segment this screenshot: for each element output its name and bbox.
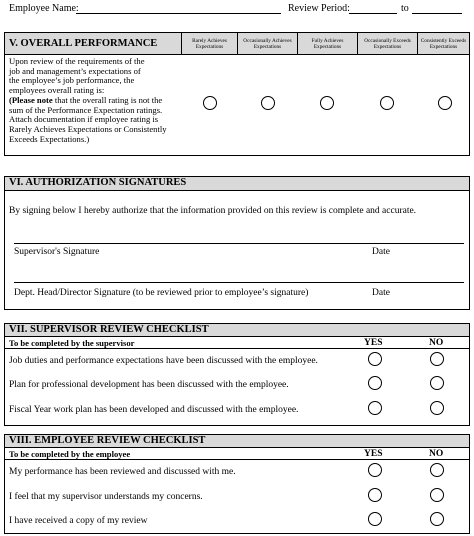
instructions-line: job and management’s expectations of	[9, 65, 141, 76]
rating-radio-consistently-exceeds[interactable]	[438, 96, 452, 110]
employee-checklist-title: VIII. EMPLOYEE REVIEW CHECKLIST	[9, 435, 206, 446]
supervisor-item-2-no-radio[interactable]	[430, 376, 444, 390]
supervisor-item-3-yes-radio[interactable]	[368, 401, 382, 415]
supervisor-signature-label: Supervisor's Signature	[14, 247, 100, 257]
review-period-end-field[interactable]	[412, 13, 462, 14]
overall-performance-title: V. OVERALL PERFORMANCE	[9, 38, 158, 49]
rating-header-fully-achieves: Fully Achieves Expectations	[297, 33, 357, 55]
employee-item-3-no-radio[interactable]	[430, 512, 444, 526]
employee-item-2-yes-radio[interactable]	[368, 488, 382, 502]
review-period-to-label: to	[401, 3, 409, 14]
employee-item-1-yes-radio[interactable]	[368, 463, 382, 477]
supervisor-item-1-no-radio[interactable]	[430, 352, 444, 366]
rating-radio-occasionally-achieves[interactable]	[261, 96, 275, 110]
authorization-signatures-header	[5, 177, 469, 191]
employee-item-2-no-radio[interactable]	[430, 488, 444, 502]
authorization-statement: By signing below I hereby authorize that the information provided on this review is complete and accurate.	[9, 206, 417, 216]
employee-name-field[interactable]	[76, 13, 281, 14]
rating-radio-fully-achieves[interactable]	[320, 96, 334, 110]
supervisor-checklist-item: Plan for professional development has been discussed with the employee.	[9, 380, 289, 390]
instructions-line: the employee’s job performance, the	[9, 75, 135, 86]
supervisor-yes-label: YES	[364, 338, 383, 348]
authorization-signatures-title: VI. AUTHORIZATION SIGNATURES	[9, 177, 187, 188]
supervisor-date-label: Date	[372, 247, 390, 257]
note-text: that the overall rating is not the	[52, 94, 163, 105]
supervisor-checklist-subheader: To be completed by the supervisor	[9, 338, 135, 348]
employee-checklist-item: I have received a copy of my review	[9, 516, 148, 526]
employee-item-3-yes-radio[interactable]	[368, 512, 382, 526]
supervisor-checklist-item: Fiscal Year work plan has been developed and discussed with the employee.	[9, 405, 299, 415]
supervisor-no-label: NO	[429, 338, 444, 348]
note-line: Attach documentation if employee rating is	[9, 114, 159, 125]
employee-checklist-header	[5, 435, 469, 448]
review-period-label: Review Period:	[288, 3, 350, 14]
note-line: Rarely Achieves Expectations or Consistently	[9, 123, 167, 134]
employee-yes-label: YES	[364, 449, 383, 459]
note-bold: (Please note	[9, 94, 53, 105]
rating-radio-rarely[interactable]	[203, 96, 217, 110]
supervisor-item-2-yes-radio[interactable]	[368, 376, 382, 390]
note-line: sum of the Performance Expectation ratings.	[9, 104, 163, 115]
dept-head-date-label: Date	[372, 288, 390, 298]
rating-header-occasionally-achieves: Occasionally Achieves Expectations	[237, 33, 297, 55]
supervisor-checklist-item: Job duties and performance expectations have been discussed with the employee.	[9, 356, 318, 366]
employee-checklist-section	[4, 434, 470, 534]
supervisor-checklist-section	[4, 323, 470, 426]
supervisor-signature-line[interactable]	[14, 243, 464, 244]
employee-checklist-item: My performance has been reviewed and discussed with me.	[9, 467, 236, 477]
overall-performance-section	[4, 32, 470, 156]
dept-head-signature-label: Dept. Head/Director Signature (to be reviewed prior to employee’s signature)	[14, 288, 309, 298]
dept-head-signature-line[interactable]	[14, 282, 464, 283]
overall-rating-instructions	[9, 57, 173, 144]
supervisor-checklist-header	[5, 324, 469, 337]
rating-header-rarely: Rarely Achieves Expectations	[181, 33, 237, 55]
employee-item-1-no-radio[interactable]	[430, 463, 444, 477]
rating-header-consistently-exceeds: Consistently Exceeds Expectations	[417, 33, 469, 55]
overall-performance-header	[5, 33, 469, 55]
rating-radio-occasionally-exceeds[interactable]	[380, 96, 394, 110]
employee-checklist-item: I feel that my supervisor understands my concerns.	[9, 492, 203, 502]
employee-checklist-subheader: To be completed by the employee	[9, 449, 131, 459]
employee-no-label: NO	[429, 449, 444, 459]
supervisor-item-3-no-radio[interactable]	[430, 401, 444, 415]
employee-subheader-divider	[5, 459, 469, 460]
review-period-start-field[interactable]	[349, 13, 397, 14]
supervisor-checklist-title: VII. SUPERVISOR REVIEW CHECKLIST	[9, 324, 209, 335]
note-line: Exceeds Expectations.)	[9, 133, 90, 144]
instructions-line: employees overall rating is:	[9, 85, 105, 96]
supervisor-subheader-divider	[5, 348, 469, 349]
authorization-signatures-section	[4, 176, 470, 310]
employee-name-label: Employee Name:	[9, 3, 79, 14]
supervisor-item-1-yes-radio[interactable]	[368, 352, 382, 366]
instructions-line: Upon review of the requirements of the	[9, 56, 145, 66]
rating-header-occasionally-exceeds: Occasionally Exceeds Expectations	[357, 33, 417, 55]
